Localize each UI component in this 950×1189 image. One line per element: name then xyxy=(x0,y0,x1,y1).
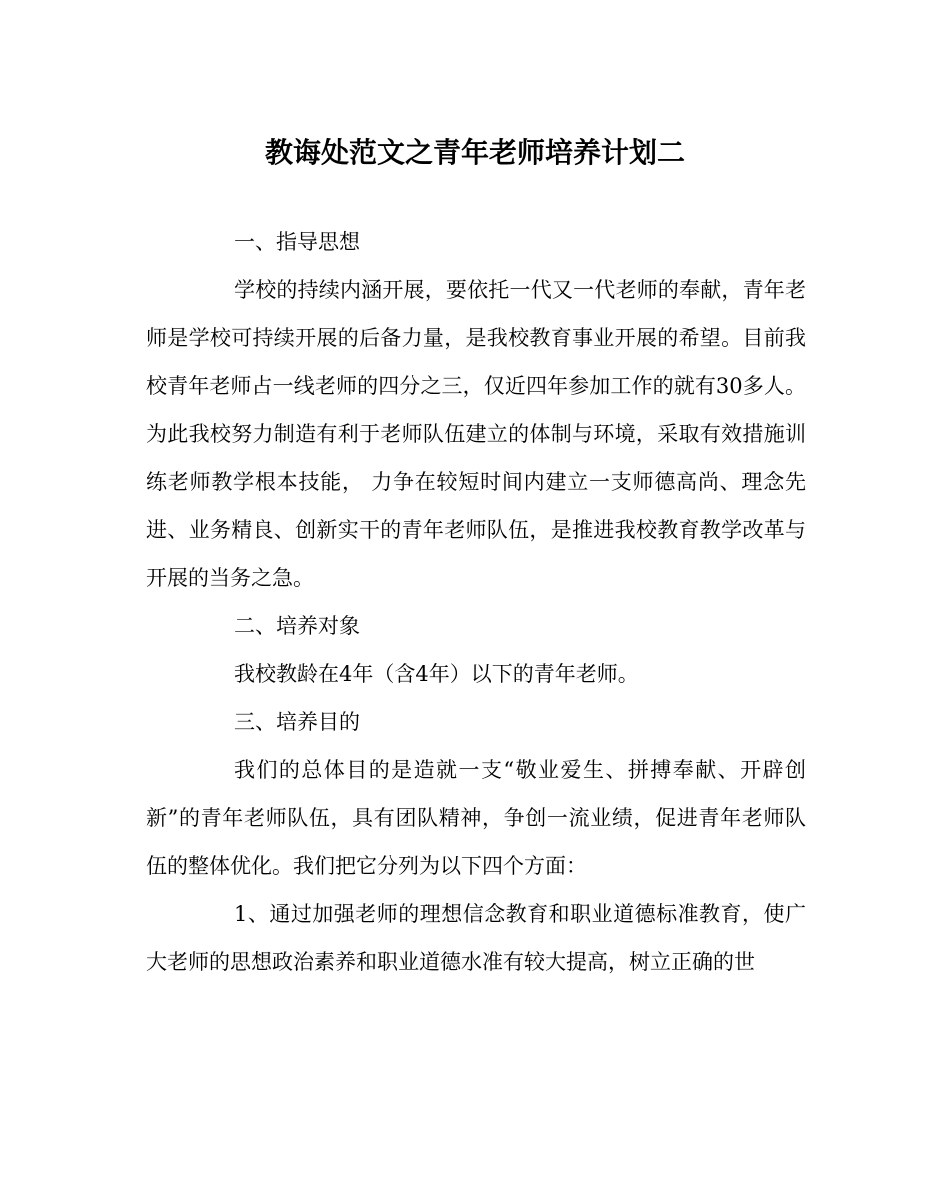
paragraph-training-targets: 我校教龄在4年（含4年）以下的青年老师。 xyxy=(234,662,639,686)
paragraph-goal-item-1: 1、通过加强老师的理想信念教育和职业道德标准教育，使广大老师的思想政治素养和职业道德水准有较大提高，树立正确的世 xyxy=(146,902,806,974)
heading-guiding-ideology: 一、指导思想 xyxy=(234,230,360,254)
heading-training-goals: 三、培养目的 xyxy=(234,710,360,734)
paragraph-guiding-ideology: 学校的持续内涵开展，要依托一代又一代老师的奉献，青年老师是学校可持续开展的后备力量，是我校教育事业开展的希望。目前我校青年老师占一线老师的四分之三，仅近四年参加工作的就有30多人。为此我校努力制造有利于老师队伍建立的体制与环境，采取有效措施训练老师教学根本技能， 力争在较短时间内建立一支师德高尚、理念先进、业务精良、创新实干的青年老师队伍，是推进我校教育教学改革与开展的当务之急。 xyxy=(146,278,806,590)
heading-training-targets: 二、培养对象 xyxy=(234,614,360,638)
document-body xyxy=(146,218,806,986)
document-title: 教诲处范文之青年老师培养计划二 xyxy=(264,136,685,169)
paragraph-training-goals: 我们的总体目的是造就一支“敬业爱生、拼搏奉献、开辟创新”的青年老师队伍，具有团队精神，争创一流业绩，促进青年老师队伍的整体优化。我们把它分列为以下四个方面： xyxy=(146,758,806,878)
